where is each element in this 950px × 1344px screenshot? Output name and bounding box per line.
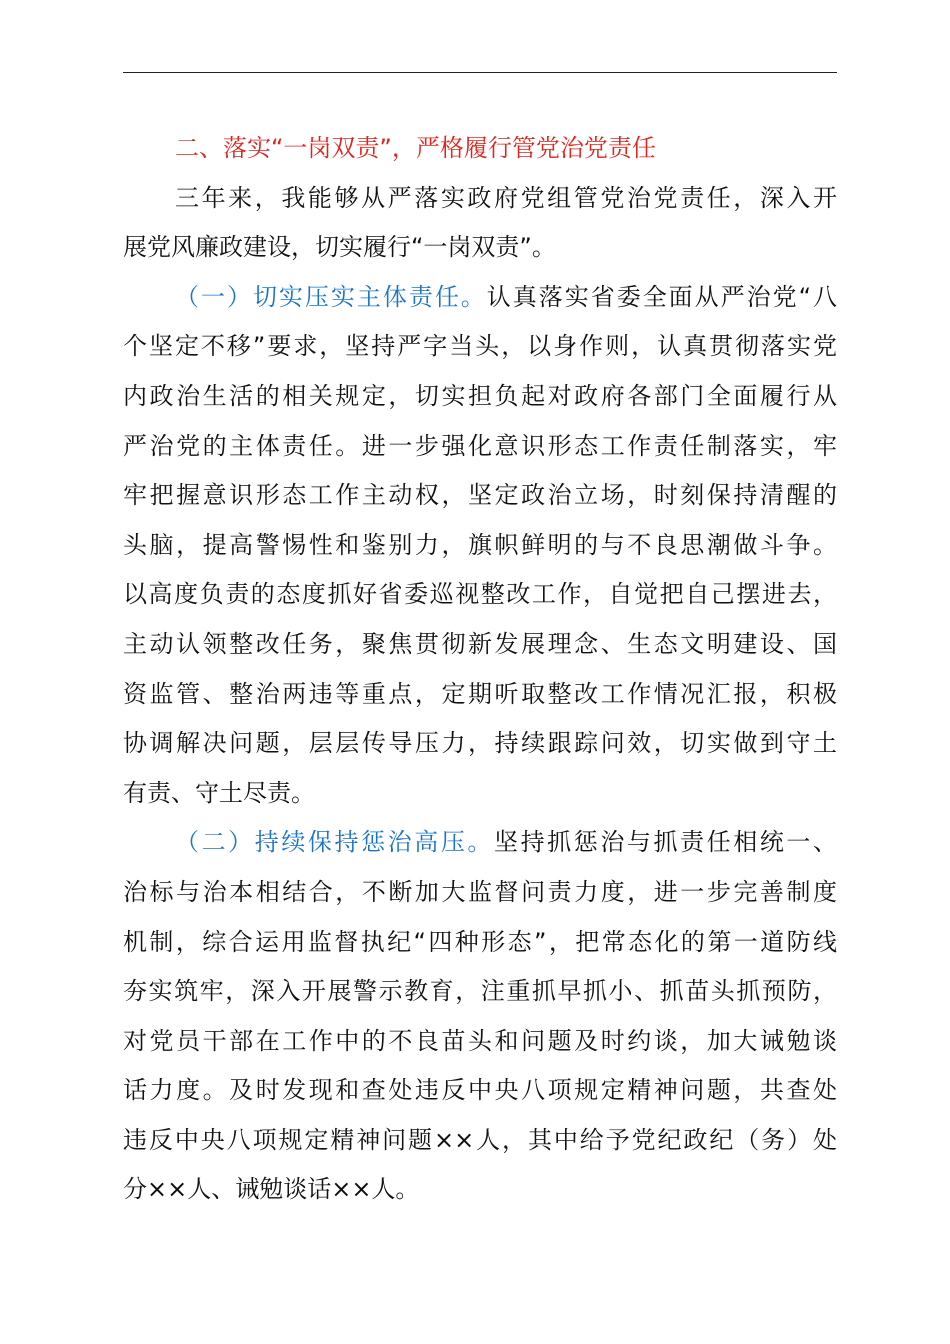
subsection-1-paragraph: [123, 273, 837, 819]
paragraph-line: 展党风廉政建设，切实履行“一岗双责”。: [123, 233, 556, 262]
paragraph-line: [123, 273, 837, 323]
paragraph-line: 头脑，提高警惕性和鉴别力，旗帜鲜明的与不良思潮做斗争。: [123, 530, 837, 559]
paragraph-line: 牢把握意识形态工作主动权，坚定政治立场，时刻保持清醒的: [123, 481, 837, 510]
paragraph-line: 机制，综合运用监督执纪“四种形态”，把常态化的第一道防线: [123, 927, 837, 956]
paragraph-text: 认真落实省委全面从严治党“八: [486, 282, 838, 311]
paragraph-line: 内政治生活的相关规定，切实担负起对政府各部门全面履行从: [123, 381, 837, 410]
paragraph-line: 个坚定不移”要求，坚持严字当头，以身作则，认真贯彻落实党: [123, 332, 837, 361]
paragraph-line: 夯实筑牢，深入开展警示教育，注重抓早抓小、抓苗头抓预防，: [123, 977, 837, 1006]
paragraph-text: 坚持抓惩治与抓责任相统一、: [494, 828, 837, 857]
paragraph-line: 协调解决问题，层层传导压力，持续跟踪问效，切实做到守土: [123, 729, 837, 758]
paragraph-line: 严治党的主体责任。进一步强化意识形态工作责任制落实，牢: [123, 431, 837, 460]
paragraph-line: 三年来，我能够从严落实政府党组管党治党责任，深入开: [175, 183, 837, 212]
header-rule: [123, 72, 837, 73]
paragraph-line: 话力度。及时发现和查处违反中央八项规定精神问题，共查处: [123, 1076, 837, 1105]
paragraph-line: 违反中央八项规定精神问题××人，其中给予党纪政纪（务）处: [123, 1125, 837, 1154]
intro-paragraph: [123, 174, 837, 273]
document-body: [123, 124, 837, 1215]
subsection-1-title: （一）切实压实主体责任。: [175, 282, 487, 311]
paragraph-line: 对党员干部在工作中的不良苗头和问题及时约谈，加大诫勉谈: [123, 1026, 837, 1055]
paragraph-line: 分××人、诫勉谈话××人。: [123, 1175, 420, 1204]
paragraph-line: [123, 818, 837, 868]
paragraph-line: 有责、守土尽责。: [123, 778, 315, 807]
subsection-2-title: （二）持续保持惩治高压。: [175, 828, 494, 857]
paragraph-line: 以高度负责的态度抓好省委巡视整改工作，自觉把自己摆进去，: [123, 580, 837, 609]
paragraph-line: 治标与治本相结合，不断加大监督问责力度，进一步完善制度: [123, 877, 837, 906]
section-heading: 二、落实“一岗双责”，严格履行管党治党责任: [175, 134, 656, 162]
paragraph-line: 主动认领整改任务，聚焦贯彻新发展理念、生态文明建设、国: [123, 629, 837, 658]
subsection-2-paragraph: [123, 818, 837, 1215]
paragraph-line: 资监管、整治两违等重点，定期听取整改工作情况汇报，积极: [123, 679, 837, 708]
